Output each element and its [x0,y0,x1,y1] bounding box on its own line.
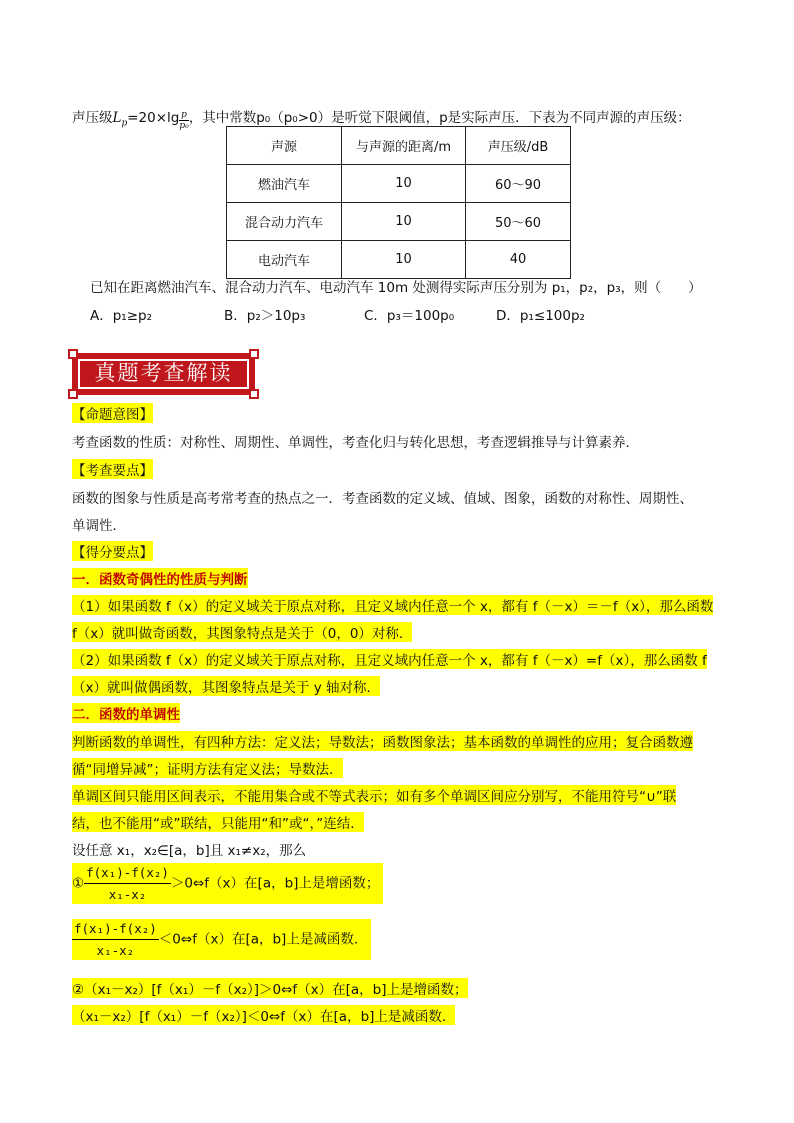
formula-eq: =20×lg [127,110,180,126]
difference-quotient [84,865,171,902]
table-row [227,165,571,203]
formula-frac-den: p₀ [179,121,189,131]
option-d: D．p₁≤100p₂ [496,308,585,324]
intro-prefix: 声压级 [72,110,113,126]
fraction-denominator: x₁-x₂ [96,943,135,958]
highlight-text: （x）就叫做偶函数，其图象特点是关于 y 轴对称． [72,676,380,696]
sound-level-table [226,126,571,279]
set-statement: 设任意 x₁，x₂∈[a，b]且 x₁≠x₂，那么 [72,843,307,859]
fraction-denominator: x₁-x₂ [108,887,147,902]
section-label: 【考查要点】 [72,459,153,479]
highlight-text: （x₁－x₂）[f（x₁）－f（x₂）]＜0⇔f（x）在[a，b]上是减函数． [72,1005,455,1025]
table-cell: 电动汽车 [227,241,342,279]
table-cell: 60～90 [466,165,571,203]
highlight-text: ②（x₁－x₂）[f（x₁）－f（x₂）]＞0⇔f（x）在[a，b]上是增函数； [72,978,468,998]
table-cell: 10 [342,241,466,279]
fraction-tail: ＞0⇔f（x）在[a，b]上是增函数； [170,875,380,892]
banner-title: 真题考查解读 [94,361,233,385]
banner-corner-icon [68,389,78,399]
subheading: 二．函数的单调性 [72,703,180,723]
highlight-text: 结，也不能用“或”联结，只能用“和”或“，”连结． [72,812,364,832]
section-text: 单调性． [72,518,126,534]
table-header-cell: 声源 [227,127,342,165]
highlight-text: （1）如果函数 f（x）的定义域关于原点对称，且定义域内任意一个 x，都有 f（－x）＝－f（x），那么函数 [72,595,713,615]
table-cell: 混合动力汽车 [227,203,342,241]
highlight-text: f（x）就叫做奇函数，其图象特点是关于（0，0）对称． [72,622,412,642]
table-cell: 40 [466,241,571,279]
table-row [227,241,571,279]
monotonic-decrease-fraction [72,919,371,960]
difference-quotient [72,921,159,958]
fraction-tail: ＜0⇔f（x）在[a，b]上是减函数． [158,931,368,948]
table-header-cell: 与声源的距离/m [342,127,466,165]
circled-number-1: ① [72,875,85,892]
option-a: A．p₁≥p₂ [90,308,153,324]
section-label: 【命题意图】 [72,403,153,423]
highlight-text: 循“同增异减”；证明方法有定义法；导数法． [72,758,343,778]
option-b: B．p₂＞10p₃ [224,308,306,324]
subheading: 一．函数奇偶性的性质与判断 [72,568,248,588]
section-label: 【得分要点】 [72,541,153,561]
formula-frac-num: p [181,110,187,120]
monotonic-increase-fraction [72,863,383,904]
highlight-text: 判断函数的单调性，有四种方法：定义法；导数法；函数图象法；基本函数的单调性的应用；复合函数遵 [72,731,693,751]
formula-fraction [179,110,188,131]
highlight-text: 单调区间只能用区间表示，不能用集合或不等式表示；如有多个单调区间应分别写，不能用符号“∪”联 [72,785,676,805]
table-cell: 50～60 [466,203,571,241]
intro-rest: ，其中常数p₀（p₀>0）是听觉下限阈值，p是实际声压．下表为不同声源的声压级： [188,110,691,126]
formula-lhs: L [112,110,122,126]
table-cell: 10 [342,165,466,203]
banner-corner-icon [249,349,259,359]
option-c: C．p₃＝100p₀ [364,308,455,324]
fraction-numerator: f(x₁)-f(x₂) [84,865,171,884]
question-text: 已知在距离燃油汽车、混合动力汽车、电动汽车 10m 处测得实际声压分别为 p₁，p₂，p₃，则（ ） [90,280,702,296]
table-row [227,203,571,241]
formula-sub: p [121,118,128,129]
section-text: 考查函数的性质：对称性、周期性、单调性，考查化归与转化思想，考查逻辑推导与计算素养． [72,435,639,451]
table-header-cell: 声压级/dB [466,127,571,165]
fraction-numerator: f(x₁)-f(x₂) [72,921,159,940]
banner-corner-icon [68,349,78,359]
banner-corner-icon [249,389,259,399]
highlight-text: （2）如果函数 f（x）的定义域关于原点对称，且定义域内任意一个 x，都有 f（－x）=f（x），那么函数 f [72,649,707,669]
section-banner [72,353,255,395]
table-cell: 燃油汽车 [227,165,342,203]
section-text: 函数的图象与性质是高考常考查的热点之一．考查函数的定义域、值域、图象，函数的对称性、周期性、 [72,491,693,507]
table-header-row [227,127,571,165]
table-cell: 10 [342,203,466,241]
